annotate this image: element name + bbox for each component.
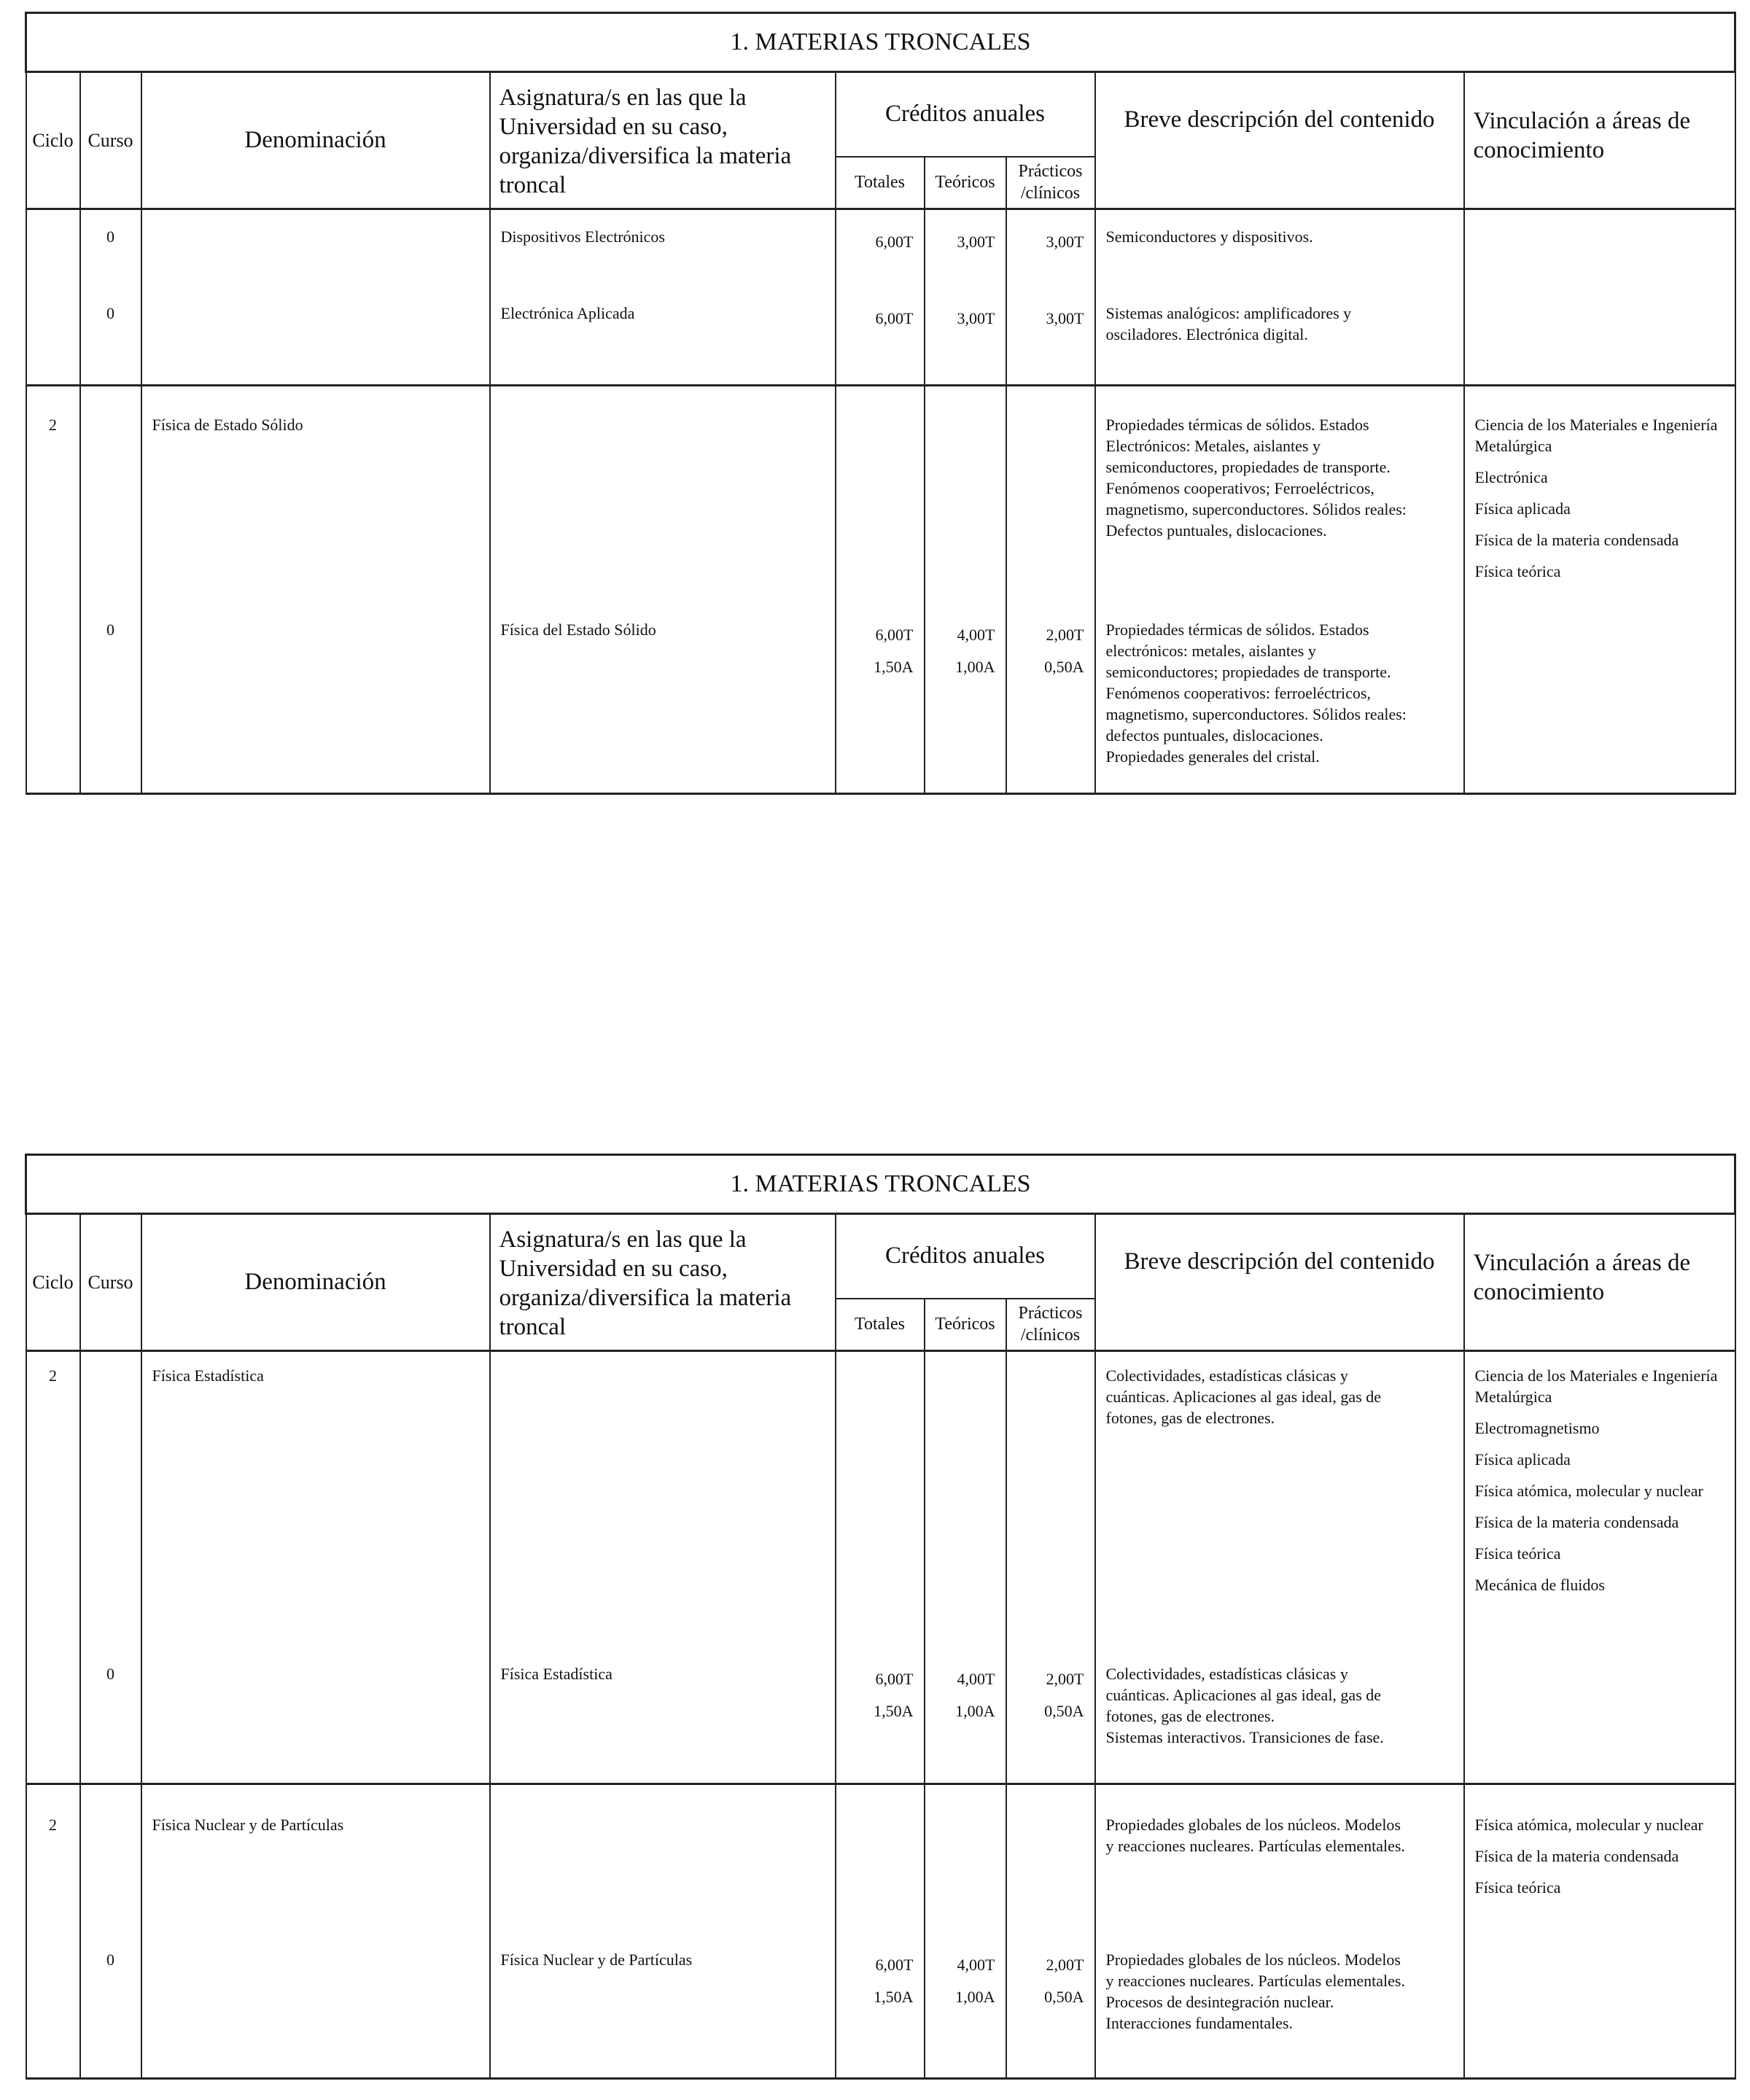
header-teoricos: Teóricos [925,157,1006,209]
header-vinculacion: Vinculación a áreas de conocimiento [1464,72,1735,209]
description-line: Propiedades generales del cristal. [1105,747,1320,766]
table-row [26,1351,1735,1657]
header-totales: Totales [836,1299,925,1351]
cell-practicos [1006,295,1095,386]
cell-totales [836,295,925,386]
cell-ciclo: 2 [26,1351,80,1657]
description-line: Fenómenos cooperativos; Ferroeléctricos, [1105,479,1374,497]
header-curso: Curso [80,1214,141,1351]
materias-table-2 [25,1154,1736,2080]
cell-denominacion: Física Nuclear y de Partículas [141,1784,490,1943]
cell-ciclo [26,209,80,295]
credit-value: 6,00T [875,233,914,251]
description-line: Interacciones fundamentales. [1105,2013,1294,2032]
cell-totales [836,1784,925,1943]
credit-value: 6,00T [875,625,914,644]
description-line: semiconductores; propiedades de transporte. [1105,662,1391,681]
description-line: Propiedades térmicas de sólidos. Estados [1105,620,1369,639]
cell-vinculacion [1464,386,1735,612]
cell-descripcion [1095,1943,1464,2079]
credit-value: 3,00T [1046,308,1084,327]
cell-totales [836,1943,925,2079]
cell-practicos [1006,1784,1095,1943]
area-item: Física de la materia condensada [1474,1847,1679,1865]
cell-practicos [1006,1351,1095,1657]
cell-teoricos [925,1657,1006,1784]
cell-denominacion [141,1657,490,1784]
cell-teoricos [925,295,1006,386]
credit-value: 4,00T [957,1669,995,1688]
description-line: fotones, gas de electrones. [1105,1409,1275,1427]
cell-descripcion [1095,386,1464,612]
cell-curso [80,1351,141,1657]
cell-descripcion [1095,295,1464,386]
credit-value: 2,00T [1046,1669,1084,1688]
description-line: Electrónicos: Metales, aislantes y [1105,437,1321,455]
cell-practicos [1006,386,1095,612]
description-line: Sistemas interactivos. Transiciones de fase. [1105,1727,1384,1746]
cell-denominacion: Física de Estado Sólido [141,386,490,612]
credit-value: 0,50A [1044,657,1084,676]
table-row [26,1657,1735,1784]
cell-curso [80,1784,141,1943]
credit-value: 4,00T [957,625,995,644]
cell-curso: 0 [80,1657,141,1784]
cell-teoricos [925,1943,1006,2079]
header-ciclo: Ciclo [26,72,80,209]
credit-value: 6,00T [875,308,914,327]
table-row [26,295,1735,386]
credit-value: 2,00T [1046,625,1084,644]
area-item: Física aplicada [1474,1450,1571,1469]
cell-denominacion [141,209,490,295]
cell-teoricos [925,612,1006,794]
credit-value: 6,00T [875,1669,914,1688]
area-item: Física teórica [1474,1878,1561,1897]
description-line: Propiedades globales de los núcleos. Modelos [1105,1816,1401,1834]
cell-asignatura [490,1784,836,1943]
credit-value: 3,00T [1046,233,1084,251]
cell-vinculacion [1464,209,1735,295]
cell-teoricos [925,386,1006,612]
cell-descripcion [1095,1657,1464,1784]
table-title: 1. MATERIAS TRONCALES [26,13,1735,72]
credit-value: 1,00A [955,657,995,676]
cell-totales [836,612,925,794]
table-row [26,1943,1735,2079]
credit-value: 3,00T [957,308,995,327]
cell-ciclo: 2 [26,386,80,612]
cell-descripcion [1095,209,1464,295]
description-line: Fenómenos cooperativos: ferroeléctricos, [1105,683,1371,702]
cell-denominacion [141,1943,490,2079]
area-item: Mecánica de fluidos [1474,1576,1605,1594]
cell-descripcion [1095,1784,1464,1943]
cell-ciclo [26,1943,80,2079]
description-line: y reacciones nucleares. Partículas elementales. [1105,1971,1405,1990]
table-row [26,209,1735,295]
cell-totales [836,1351,925,1657]
header-teoricos: Teóricos [925,1299,1006,1351]
area-item: Ciencia de los Materiales e Ingeniería Metalúrgica [1474,416,1718,455]
description-line: cuánticas. Aplicaciones al gas ideal, gas de [1105,1388,1382,1406]
cell-denominacion [141,295,490,386]
description-line: electrónicos: metales, aislantes y [1105,641,1316,660]
header-denominacion: Denominación [141,72,490,209]
description-line: Sistemas analógicos: amplificadores y [1105,303,1352,322]
cell-practicos [1006,612,1095,794]
cell-curso: 0 [80,1943,141,2079]
description-line: osciladores. Electrónica digital. [1105,324,1308,343]
description-line: y reacciones nucleares. Partículas elementales. [1105,1837,1405,1855]
description-line: semiconductores, propiedades de transporte. [1105,458,1391,476]
description-line: Semiconductores y dispositivos. [1105,228,1313,246]
cell-totales [836,1657,925,1784]
header-asignatura: Asignatura/s en las que la Universidad en su caso, organiza/diversifica la materia troncal [490,72,836,209]
cell-asignatura [490,386,836,612]
cell-denominacion [141,612,490,794]
credit-value: 3,00T [957,233,995,251]
description-line: Colectividades, estadísticas clásicas y [1105,1366,1348,1385]
area-item: Física de la materia condensada [1474,1513,1679,1531]
cell-asignatura: Física del Estado Sólido [490,612,836,794]
header-ciclo: Ciclo [26,1214,80,1351]
cell-totales [836,386,925,612]
area-item: Física de la materia condensada [1474,531,1679,549]
header-practicos: Prácticos /clínicos [1006,157,1095,209]
table-row [26,386,1735,612]
credit-value: 6,00T [875,1955,914,1974]
area-item: Ciencia de los Materiales e Ingeniería Metalúrgica [1474,1366,1718,1406]
description-line: magnetismo, superconductores. Sólidos reales: [1105,500,1407,518]
description-line: Propiedades globales de los núcleos. Modelos [1105,1950,1401,1969]
table-row [26,1784,1735,1943]
credit-value: 1,50A [874,1701,914,1720]
header-descripcion: Breve descripción del contenido [1095,72,1464,209]
cell-practicos [1006,1657,1095,1784]
header-denominacion: Denominación [141,1214,490,1351]
description-line: Colectividades, estadísticas clásicas y [1105,1664,1348,1683]
description-line: Defectos puntuales, dislocaciones. [1105,521,1327,540]
cell-vinculacion [1464,1351,1735,1657]
header-practicos: Prácticos /clínicos [1006,1299,1095,1351]
cell-teoricos [925,1784,1006,1943]
cell-totales [836,209,925,295]
cell-teoricos [925,1351,1006,1657]
header-creditos: Créditos anuales [836,1214,1095,1299]
cell-vinculacion [1464,1943,1735,2079]
description-line: fotones, gas de electrones. [1105,1706,1275,1725]
cell-descripcion [1095,612,1464,794]
credit-value: 0,50A [1044,1701,1084,1720]
cell-practicos [1006,1943,1095,2079]
cell-denominacion: Física Estadística [141,1351,490,1657]
credit-value: 0,50A [1044,1987,1084,2006]
cell-asignatura: Física Estadística [490,1657,836,1784]
cell-asignatura: Física Nuclear y de Partículas [490,1943,836,2079]
area-item: Electrónica [1474,468,1548,486]
description-line: Procesos de desintegración nuclear. [1105,1992,1334,2011]
area-item: Física atómica, molecular y nuclear [1474,1816,1703,1834]
cell-ciclo [26,295,80,386]
area-item: Física teórica [1474,562,1561,580]
area-item: Electromagnetismo [1474,1419,1600,1437]
cell-vinculacion [1464,1784,1735,1943]
area-item: Física atómica, molecular y nuclear [1474,1482,1703,1500]
description-line: magnetismo, superconductores. Sólidos reales: [1105,704,1407,723]
cell-descripcion [1095,1351,1464,1657]
cell-curso: 0 [80,295,141,386]
header-descripcion: Breve descripción del contenido [1095,1214,1464,1351]
credit-value: 1,50A [874,1987,914,2006]
cell-asignatura [490,1351,836,1657]
cell-vinculacion [1464,612,1735,794]
description-line: defectos puntuales, dislocaciones. [1105,726,1323,744]
credit-value: 4,00T [957,1955,995,1974]
cell-practicos [1006,209,1095,295]
header-curso: Curso [80,72,141,209]
credit-value: 1,00A [955,1701,995,1720]
cell-ciclo [26,612,80,794]
header-vinculacion: Vinculación a áreas de conocimiento [1464,1214,1735,1351]
table-title: 1. MATERIAS TRONCALES [26,1155,1735,1214]
cell-ciclo: 2 [26,1784,80,1943]
header-totales: Totales [836,157,925,209]
cell-vinculacion [1464,295,1735,386]
cell-asignatura: Electrónica Aplicada [490,295,836,386]
description-line: cuánticas. Aplicaciones al gas ideal, gas de [1105,1685,1382,1704]
cell-ciclo [26,1657,80,1784]
cell-curso [80,386,141,612]
cell-asignatura: Dispositivos Electrónicos [490,209,836,295]
cell-teoricos [925,209,1006,295]
header-creditos: Créditos anuales [836,72,1095,157]
cell-vinculacion [1464,1657,1735,1784]
cell-curso: 0 [80,612,141,794]
area-item: Física teórica [1474,1544,1561,1563]
credit-value: 1,00A [955,1987,995,2006]
credit-value: 2,00T [1046,1955,1084,1974]
area-item: Física aplicada [1474,499,1571,518]
table-row [26,612,1735,794]
description-line: Propiedades térmicas de sólidos. Estados [1105,416,1369,434]
materias-table-1 [25,12,1736,795]
credit-value: 1,50A [874,657,914,676]
cell-curso: 0 [80,209,141,295]
header-asignatura: Asignatura/s en las que la Universidad en su caso, organiza/diversifica la materia troncal [490,1214,836,1351]
